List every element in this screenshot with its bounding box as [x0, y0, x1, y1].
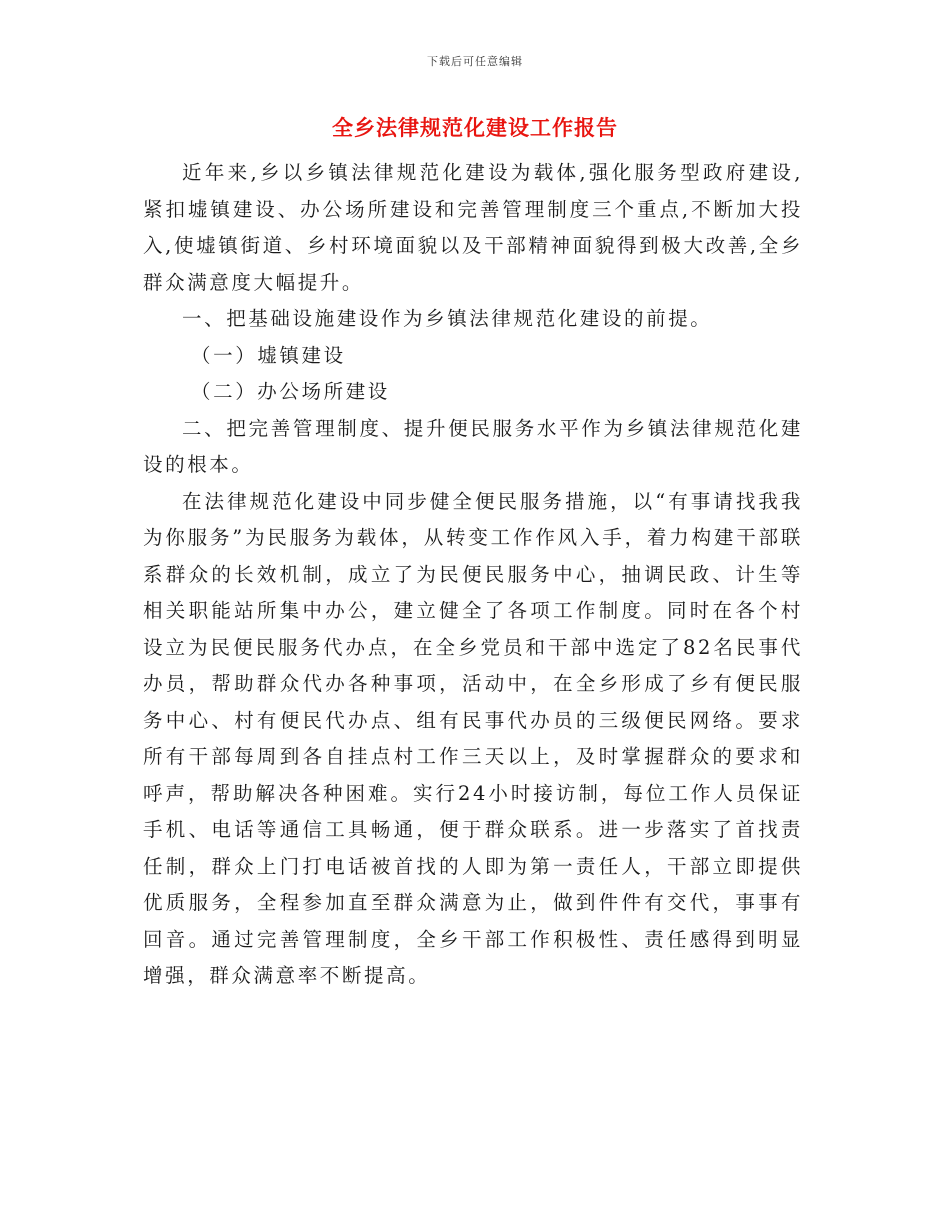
section-heading-2: 二、把完善管理制度、提升便民服务水平作为乡镇法律规范化建设的根本。 [143, 416, 803, 476]
section-heading-1: 一、把基础设施建设作为乡镇法律规范化建设的前提。 [182, 307, 713, 330]
body-paragraph: 在法律规范化建设中同步健全便民服务措施，以“有事请找我我为你服务”为民服务为载体，从转变工作作风入手，着力构建干部联系群众的长效机制，成立了为民便民服务中心，抽调民政、计生等相关职能站所集中办公，建立健全了各项工作制度。同时在各个村设立为民便民服务代办点，在全乡党员和干部中选定了82名民事代办员，帮助群众代办各种事项，活动中，在全乡形成了乡有便民服务中心、村有便民代办点、组有民事代办员的三级便民网络。要求所有干部每周到各自挂点村工作三天以上，及时掌握群众的要求和呼声，帮助解决各种困难。实行24小时接访制，每位工作人员保证手机、电话等通信工具畅通，便于群众联系。进一步落实了首找责任制，群众上门打电话被首找的人即为第一责任人，干部立即提供优质服务，全程参加直至群众满意为止，做到件件有交代，事事有回音。通过完善管理制度，全乡干部工作积极性、责任感得到明显增强，群众满意率不断提高。 [143, 489, 803, 987]
document-body [143, 155, 803, 995]
page-header-note: 下载后可任意编辑 [427, 55, 523, 68]
subsection-heading-2: （二）办公场所建设 [191, 380, 390, 403]
subsection-heading-1: （一）墟镇建设 [191, 343, 346, 367]
document-title: 全乡法律规范化建设工作报告 [332, 115, 618, 140]
intro-paragraph: 近年来,乡以乡镇法律规范化建设为载体,强化服务型政府建设,紧扣墟镇建设、办公场所建设和完善管理制度三个重点,不断加大投入,使墟镇街道、乡村环境面貌以及干部精神面貌得到极大改善,全乡群众满意度大幅提升。 [143, 161, 803, 294]
